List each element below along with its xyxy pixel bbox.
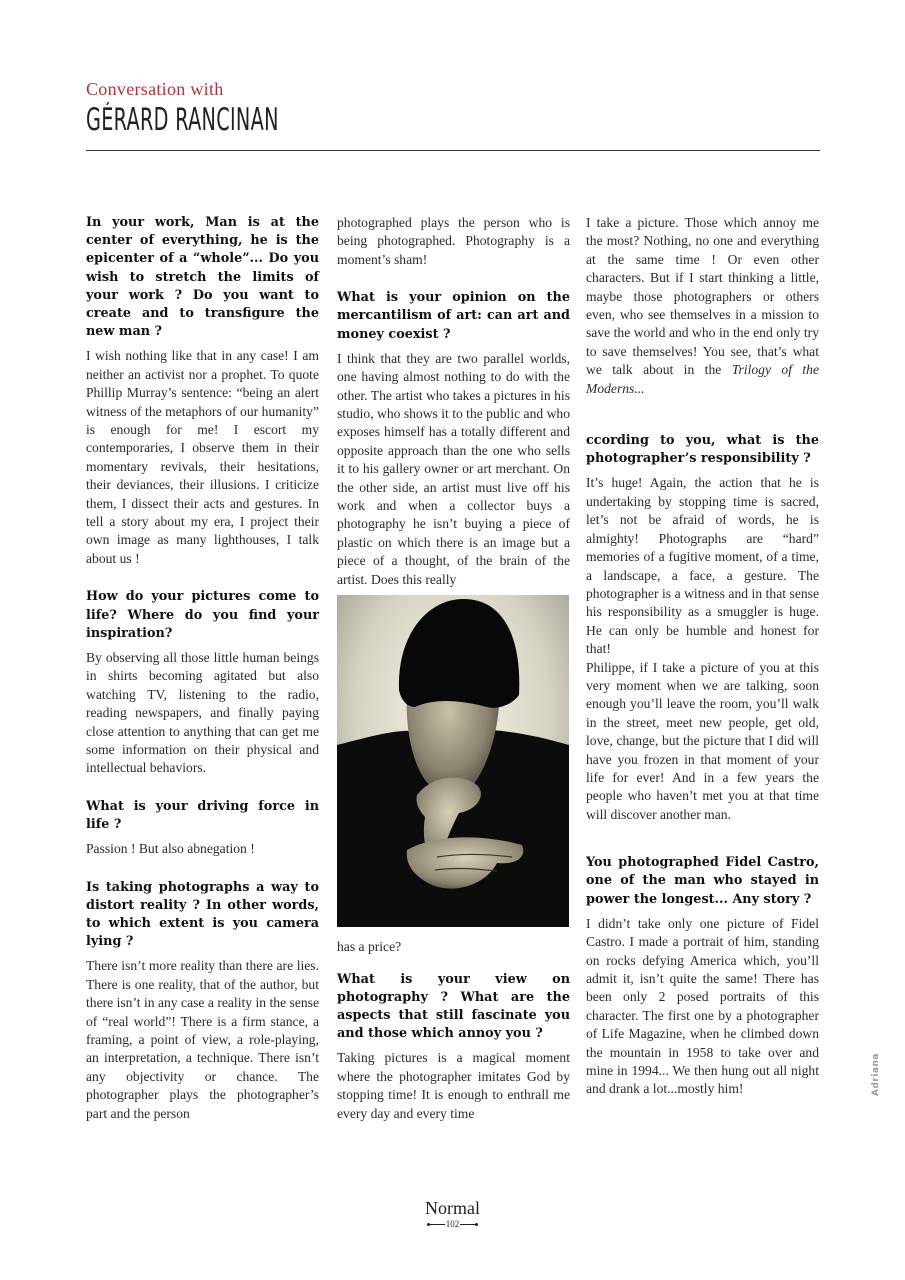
question-2: How do your pictures come to life? Where do you find your inspiration?	[86, 589, 319, 641]
footer-dot-right	[475, 1223, 478, 1226]
portrait-photo	[337, 595, 569, 927]
question-7: ccording to you, what is the photographer’s responsibility ?	[586, 433, 819, 467]
answer-2: By observing all those little human beings in shirts becoming agitated but also watching TV, listening to the radio, reading newspapers, and finally paying close attention to anything that can get me some information on their physical and intellectual behaviors.	[86, 649, 319, 776]
header-rule	[86, 150, 820, 151]
answer-4-continued: photographed plays the person who is being photographed. Photography is a moment’s sham!	[337, 215, 570, 267]
answer-6-continued	[586, 214, 819, 398]
question-3: What is your driving force in life ?	[86, 798, 319, 832]
column-3	[586, 214, 819, 1099]
column-1	[86, 214, 319, 1123]
article-header	[86, 78, 820, 138]
answer-7: It’s huge! Again, the action that he is undertaking by stopping time is sacred, let’s not be afraid of words, he is almighty! Photographs are “hard” memories of a fugitive moment, of a time, a landscape, a face, a gesture. The photographer is a witness and in that sense his responsibility as a smuggler is huge. He can only be humble and honest for that!	[586, 475, 819, 657]
answer-3: Passion ! But also abnegation !	[86, 841, 255, 857]
question-8: You photographed Fidel Castro, one of the man who stayed in power the longest... Any story ?	[586, 855, 819, 907]
answer-5-end: has a price?	[337, 939, 402, 955]
answer-1: I wish nothing like that in any case! I am neither an activist nor a prophet. To quote Phillip Murray’s sentence: “being an alert witness of the metaphors of our humanity” is enough for me! I escort my contemporaries, I observe them in their momentary revivals, their hesitations, their deviances, their illusions. I criticize them, I dissect their acts and gestures. In tell a story about my era, I project their own image as many lighthouses, I talk about us !	[86, 348, 319, 566]
answer-4: There isn’t more reality than there are lies. There is one reality, that of the author, but there isn’t in any case a reality in the sense of “real world”! There is a firm stance, a framing, a point of view, a role-playing, an interpretation, a technique. There isn’t any objectivity or chance. The photographer plays the photographer’s part and the person	[86, 958, 319, 1121]
footer-page-number-row	[400, 1219, 505, 1229]
answer-6-continued-text: I take a picture. Those which annoy me the most? Nothing, no one and everything at the same time ! Or even other characters. But if I start thinking a little, maybe those photographers or others even, who see themselves in a mission to save the world and who in the end only try to save themselves! You see, that’s what we talk about in the	[586, 215, 819, 378]
side-label: Adriana	[871, 1053, 881, 1096]
page-number: 102	[445, 1219, 460, 1229]
answer-5: I think that they are two parallel worlds, one having almost nothing to do with the other. The artist who takes a pictures in his studio, who shows it to the public and who exposes himself has a totally different and opposite approach than the one who sells it to his gallery owner or art merchant. On the other side, an artist must live off his work and when a collector buys a photography he isn’t buying a piece of plastic on which there is an image but a piece of a thought, of the brain of the artist. Does this really	[337, 350, 570, 587]
trilogy-title: Trilogy of the Moderns...	[586, 362, 819, 396]
page-footer	[400, 1197, 505, 1229]
answer-7b: Philippe, if I take a picture of you at this very moment when we are talking, soon enough you’ll leave the room, you’ll walk in the street, meet new people, get old, love, change, but the picture that I did will have you frozen in that moment of your life for ever! And in a few years the people who haven’t met you at that time will discover another man.	[586, 659, 819, 822]
answer-8: I didn’t take only one picture of Fidel Castro. I made a portrait of him, standing on rocks defying America which, you’ll admit it, isn’t quite the same! There has been only 2 posed portraits of this character. The first one by a photographer of Life Magazine, when he climbed down the mountain in 1958 to take over and mine in 1994... We then hung out all night and drank a lot...mostly him!	[586, 915, 819, 1097]
header-name: GÉRARD RANCINAN	[86, 102, 279, 138]
question-6: What is your view on photography ? What are the aspects that still fascinate you and those which annoy you ?	[337, 971, 570, 1042]
question-5: What is your opinion on the mercantilism of art: can art and money coexist ?	[337, 290, 570, 342]
answer-6: Taking pictures is a magical moment where the photographer imitates God by stopping time! It is enough to enthrall me every day and every time	[337, 1050, 570, 1121]
footer-title: Normal	[425, 1198, 480, 1218]
question-1: In your work, Man is at the center of everything, he is the epicenter of a “whole”... Do you wish to stretch the limits of your work ? Do you want to create and to transfigure the new man ?	[86, 215, 319, 340]
footer-line-right	[460, 1224, 475, 1225]
header-kicker: Conversation with	[86, 79, 224, 99]
column-2	[337, 214, 570, 1123]
footer-line-left	[430, 1224, 445, 1225]
question-4: Is taking photographs a way to distort reality ? In other words, to which extent is you camera lying ?	[86, 879, 319, 950]
